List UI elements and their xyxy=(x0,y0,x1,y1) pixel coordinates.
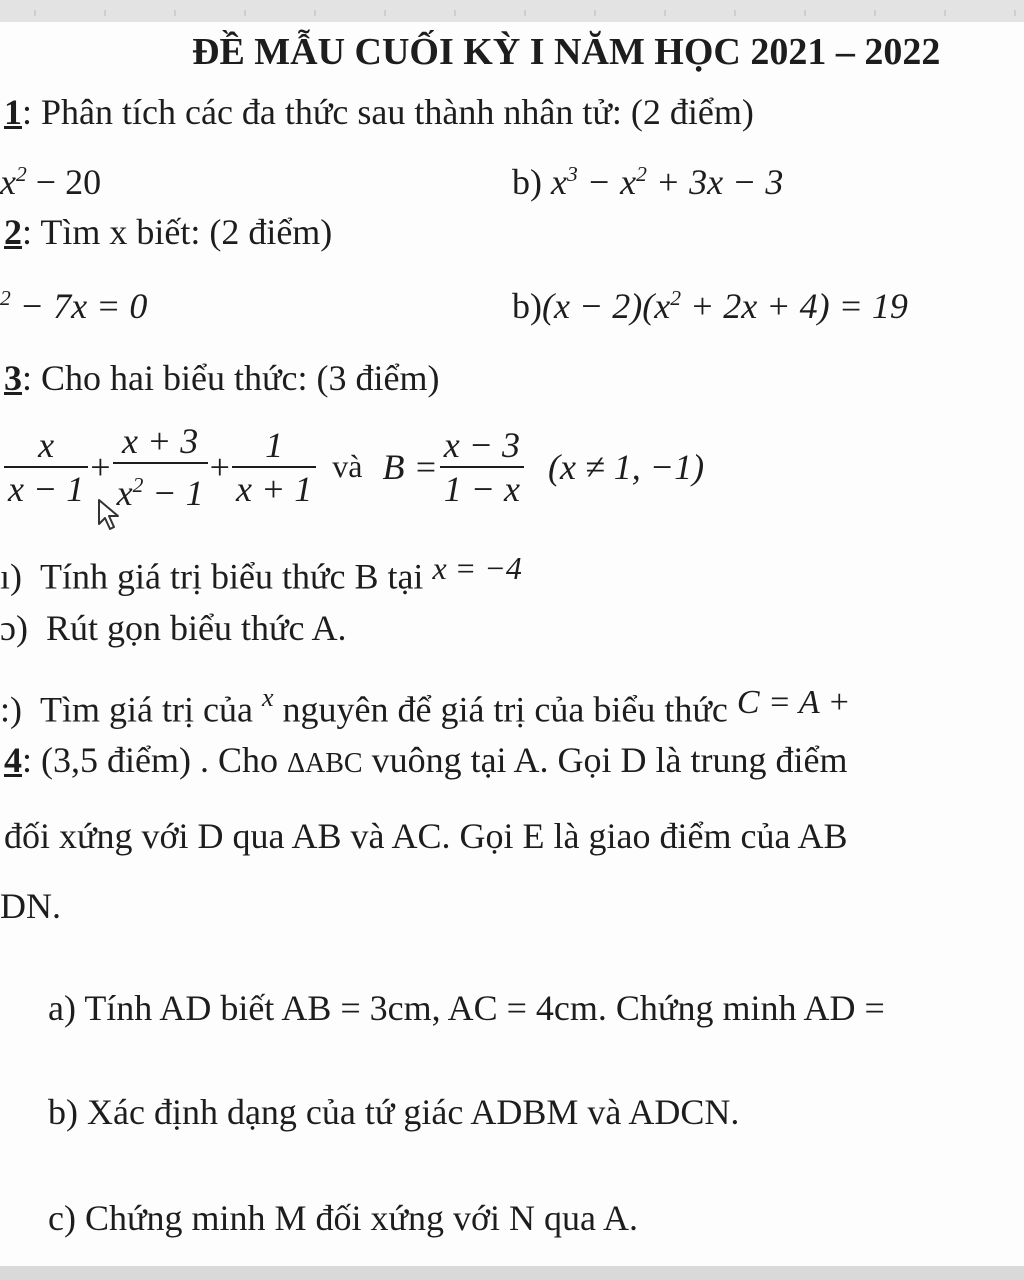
question-1-heading xyxy=(4,90,754,134)
scan-noise xyxy=(0,10,1024,16)
question-3-heading xyxy=(4,356,439,400)
question-1b-expression: b) $x^3 - x^2 + 3x - 3$ xyxy=(512,161,784,202)
question-2b-expression: $b)(x - 2)(x^2 + 2x + 4) = 19$ xyxy=(512,285,908,326)
question-2-text: : Tìm x biết: (2 điểm) xyxy=(22,212,333,252)
question-1a-expression: $x^2 - 20$ xyxy=(0,161,102,202)
scan-top-edge xyxy=(0,0,1024,22)
mouse-cursor-icon xyxy=(96,498,124,532)
question-4-heading: 4: (3,5 điểm) . Cho ΔABC vuông tại A. Gọi D là trung điểm xyxy=(4,740,848,780)
question-3-text: : Cho hai biểu thức: (3 điểm) xyxy=(22,358,440,398)
fraction-b: $\frac{x - 3}{1 - x}$ xyxy=(440,424,524,510)
question-1-number: 1 xyxy=(4,92,22,132)
fraction-2: $\frac{x + 3}{x^2 - 1}$ xyxy=(113,420,208,514)
question-1-text: : Phân tích các đa thức sau thành nhân tử: (2 điểm) xyxy=(22,92,754,132)
page-title: ĐỀ MẪU CUỐI KỲ I NĂM HỌC 2021 – 2022 xyxy=(192,31,941,73)
fraction-1: $\frac{x}{x - 1}$ xyxy=(4,424,88,510)
question-4-line-2: đối xứng với D qua AB và AC. Gọi E là giao điểm của AB xyxy=(4,816,848,856)
fraction-3: $\frac{1}{x + 1}$ xyxy=(232,424,316,510)
question-4-line-3: DN. xyxy=(0,886,61,926)
question-3b: ɔ) Rút gọn biểu thức A. xyxy=(0,608,347,648)
question-2a-expression: $^2$ − 7x = 0 xyxy=(0,285,148,326)
question-4-number: 4 xyxy=(4,740,22,780)
expression-a-row: $\frac{x}{x - 1}$ + $\frac{x + 3}{x^2 - 1}$ + $\frac{1}{x + 1}$ và B = $\frac{x - 3}{1 - x}$ (x ≠ 1, −1) xyxy=(4,420,706,514)
question-3-number: 3 xyxy=(4,358,22,398)
question-3a: ı) Tính giá trị biểu thức B tại x = −4 xyxy=(0,550,522,597)
question-2-number: 2 xyxy=(4,212,22,252)
question-4c: c) Chứng minh M đối xứng với N qua A. xyxy=(48,1198,639,1238)
question-4b: b) Xác định dạng của tứ giác ADBM và ADCN. xyxy=(48,1092,740,1132)
question-4a: a) Tính AD biết AB = 3cm, AC = 4cm. Chứng minh AD = xyxy=(48,988,885,1028)
question-2-heading xyxy=(4,210,332,254)
scan-bottom-edge xyxy=(0,1266,1024,1280)
question-3c: :) Tìm giá trị của $^x$ nguyên để giá trị của biểu thức C = A + xyxy=(0,683,851,730)
